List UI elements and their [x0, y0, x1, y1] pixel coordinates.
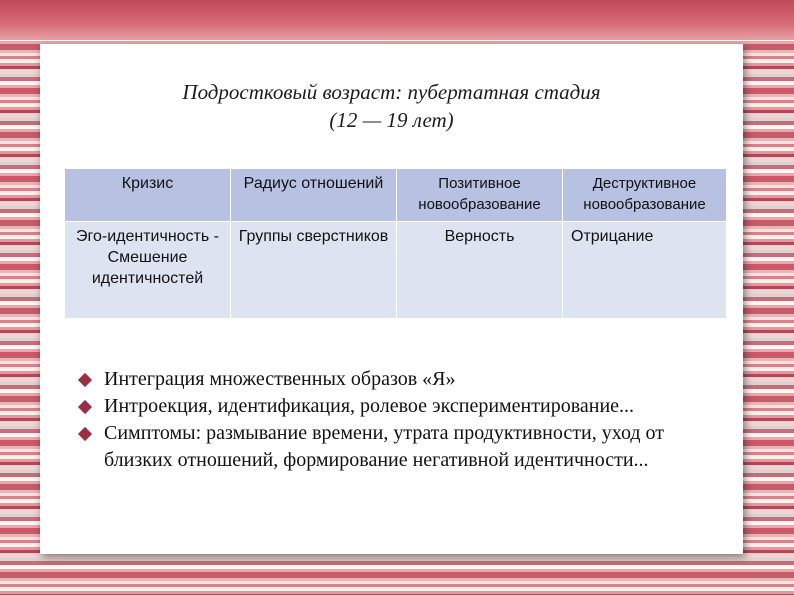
- header-crisis: Кризис: [65, 169, 231, 222]
- title-line-1: Подростковый возраст: пубертатная стадия: [182, 80, 601, 104]
- list-item: [80, 420, 720, 474]
- table-header-row: [65, 169, 727, 222]
- diamond-bullet-icon: [78, 427, 92, 441]
- title-line-2: (12 — 19 лет): [329, 108, 454, 132]
- bullet-text: Симптомы: размывание времени, утрата продуктивности, уход от близких отношений, формирование негативной идентичности...: [104, 422, 665, 471]
- cell-positive: Верность: [397, 222, 563, 319]
- slide: [40, 44, 743, 554]
- bullet-text: Интроекция, идентификация, ролевое экспериментирование...: [104, 395, 635, 417]
- stage-table: [64, 168, 727, 319]
- cell-destructive: Отрицание: [563, 222, 727, 319]
- diamond-bullet-icon: [78, 400, 92, 414]
- table-row: [65, 222, 727, 319]
- list-item: [80, 366, 720, 393]
- list-item: [80, 393, 720, 420]
- cell-radius: Группы сверстников: [231, 222, 397, 319]
- bullet-list: [80, 366, 720, 474]
- cell-crisis: Эго-идентичность - Смешение идентичностей: [65, 222, 231, 319]
- diamond-bullet-icon: [78, 373, 92, 387]
- header-radius: Радиус отношений: [231, 169, 397, 222]
- slide-title: [40, 78, 743, 134]
- header-positive: Позитивное новообразование: [397, 169, 563, 222]
- bullet-text: Интеграция множественных образов «Я»: [104, 368, 456, 390]
- header-destructive: Деструктивное новообразование: [563, 169, 727, 222]
- decorative-top-band: [0, 0, 794, 40]
